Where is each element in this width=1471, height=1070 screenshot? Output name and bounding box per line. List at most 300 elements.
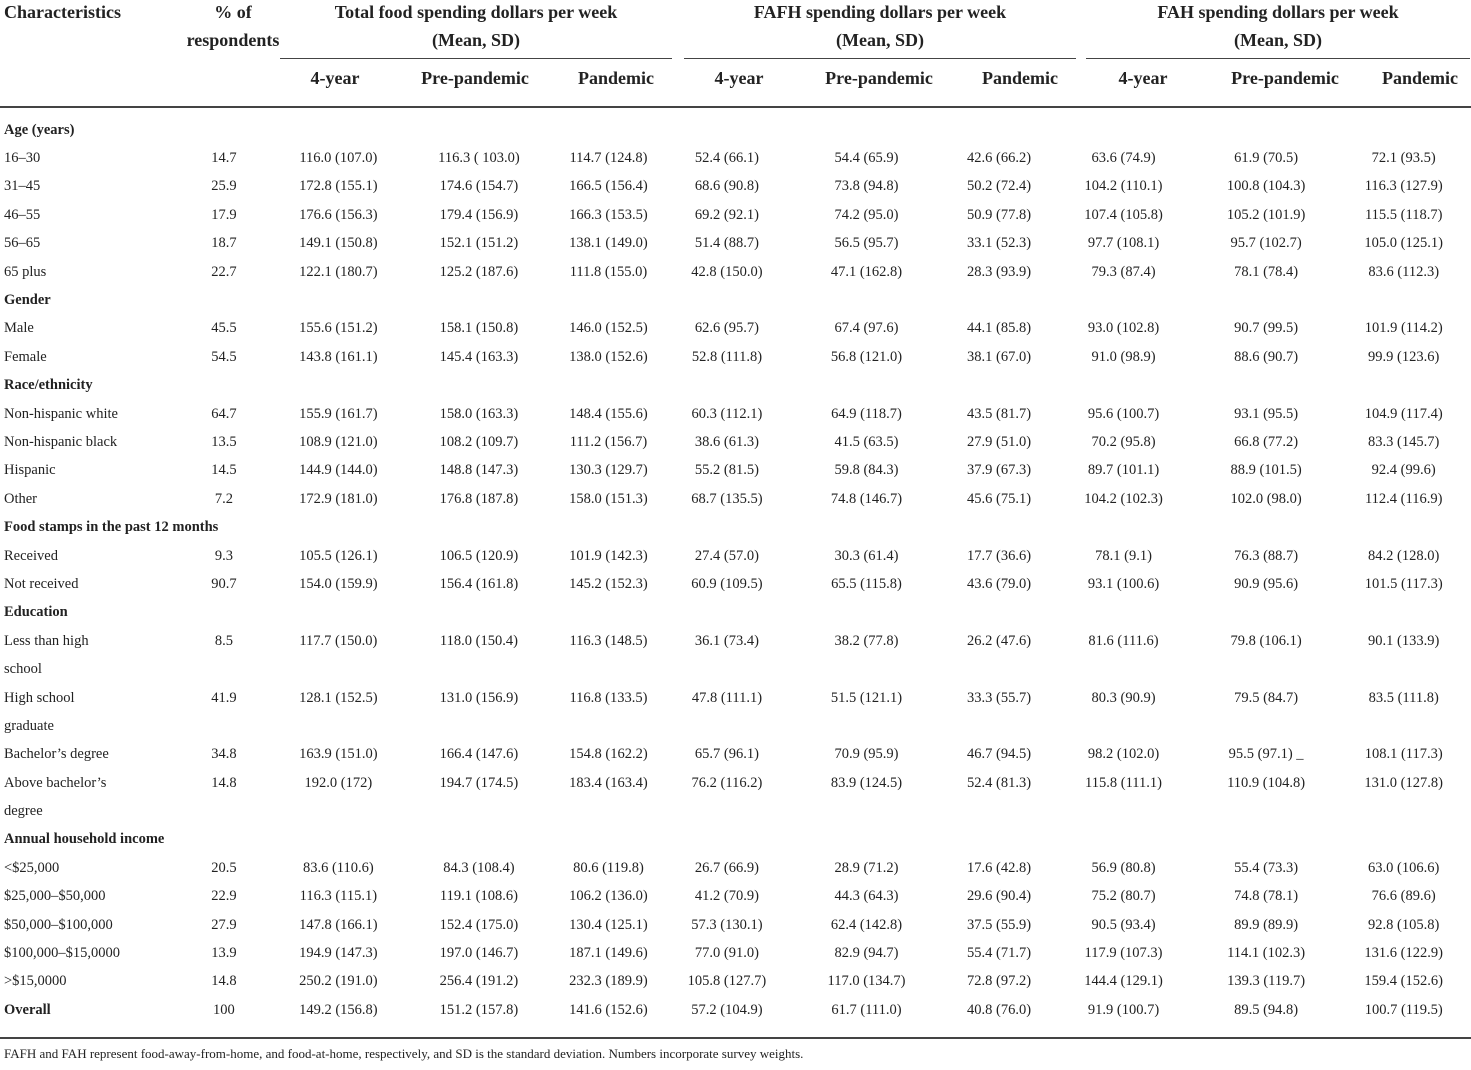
- value-cell: [406, 599, 553, 627]
- value-cell: [665, 116, 790, 144]
- respondents-cell: [177, 655, 271, 683]
- value-cell: [552, 513, 664, 541]
- value-cell: [271, 372, 406, 400]
- respondents-cell: 45.5: [211, 320, 237, 337]
- value-cell: 148.8 (147.3): [439, 462, 519, 479]
- value-cell: 28.3 (93.9): [966, 263, 1032, 280]
- value-cell: [665, 712, 790, 740]
- value-cell: 57.2 (104.9): [691, 1001, 763, 1018]
- row-label: Hispanic: [4, 462, 56, 479]
- value-cell: [944, 797, 1054, 825]
- value-cell: [271, 599, 406, 627]
- value-cell: 33.1 (52.3): [966, 235, 1032, 252]
- value-cell: [944, 513, 1054, 541]
- value-cell: 130.4 (125.1): [569, 916, 648, 933]
- row-label: $50,000–$100,000: [4, 916, 113, 933]
- value-cell: 44.1 (85.8): [966, 320, 1032, 337]
- row-label: Less than high: [4, 632, 89, 649]
- respondents-cell: [177, 826, 271, 854]
- value-cell: [789, 513, 944, 541]
- value-cell: 110.9 (104.8): [1227, 774, 1306, 791]
- table-row: [4, 343, 1468, 371]
- value-cell: [665, 286, 790, 314]
- row-label: Not received: [4, 575, 79, 592]
- value-cell: 59.8 (84.3): [834, 462, 899, 479]
- value-cell: 54.4 (65.9): [834, 150, 899, 167]
- value-cell: 81.6 (111.6): [1088, 632, 1159, 649]
- row-label: $25,000–$50,000: [4, 888, 106, 905]
- value-cell: 176.8 (187.8): [439, 490, 519, 507]
- value-cell: [789, 286, 944, 314]
- value-cell: [406, 286, 553, 314]
- value-cell: 84.2 (128.0): [1368, 547, 1440, 564]
- value-cell: 90.1 (133.9): [1368, 632, 1440, 649]
- value-cell: 38.2 (77.8): [834, 632, 899, 649]
- value-cell: 93.1 (95.5): [1234, 405, 1299, 422]
- value-cell: [665, 826, 790, 854]
- value-cell: [271, 116, 406, 144]
- value-cell: 119.1 (108.6): [439, 888, 518, 905]
- row-label: $100,000–$15,0000: [4, 945, 120, 962]
- value-cell: 84.3 (108.4): [443, 859, 515, 876]
- value-cell: 108.2 (109.7): [439, 433, 519, 450]
- value-cell: 114.7 (124.8): [569, 150, 648, 167]
- value-cell: 62.4 (142.8): [830, 916, 903, 933]
- value-cell: 158.0 (163.3): [439, 405, 519, 422]
- header-period-fah-prepandemic: Pre-pandemic: [1231, 68, 1339, 88]
- respondents-cell: 13.9: [211, 945, 237, 962]
- value-cell: 38.1 (67.0): [966, 348, 1032, 365]
- value-cell: 174.6 (154.7): [439, 178, 519, 195]
- respondents-cell: [177, 116, 271, 144]
- header-group-fafh-line1: FAFH spending dollars per week: [753, 2, 1007, 22]
- value-cell: [1193, 655, 1340, 683]
- respondents-cell: 90.7: [211, 575, 237, 592]
- row-label: Female: [4, 348, 47, 365]
- section-label: Age (years): [4, 121, 75, 138]
- value-cell: [552, 826, 664, 854]
- value-cell: 148.4 (155.6): [569, 405, 648, 422]
- respondents-cell: 100: [213, 1001, 235, 1018]
- value-cell: 60.9 (109.5): [691, 575, 763, 592]
- value-cell: [1193, 712, 1340, 740]
- value-cell: 130.3 (129.7): [569, 462, 648, 479]
- value-cell: 158.1 (150.8): [439, 320, 519, 337]
- value-cell: 76.3 (88.7): [1234, 547, 1299, 564]
- value-cell: [271, 797, 406, 825]
- value-cell: 50.9 (77.8): [966, 206, 1032, 223]
- respondents-cell: 14.5: [211, 462, 237, 479]
- value-cell: 77.0 (91.0): [694, 945, 759, 962]
- value-cell: [665, 372, 790, 400]
- value-cell: 50.2 (72.4): [966, 178, 1032, 195]
- value-cell: 83.5 (111.8): [1368, 689, 1439, 706]
- value-cell: [406, 797, 553, 825]
- value-cell: 232.3 (189.9): [569, 973, 648, 990]
- value-cell: 26.7 (66.9): [694, 859, 759, 876]
- value-cell: 38.6 (61.3): [694, 433, 759, 450]
- value-cell: 74.2 (95.0): [834, 206, 899, 223]
- value-cell: 52.8 (111.8): [691, 348, 763, 365]
- table-row: [4, 627, 1468, 655]
- value-cell: 43.5 (81.7): [966, 405, 1032, 422]
- value-cell: [552, 797, 664, 825]
- value-cell: 99.9 (123.6): [1368, 348, 1440, 365]
- respondents-cell: 14.7: [211, 150, 237, 167]
- row-label: graduate: [4, 717, 54, 734]
- value-cell: 17.7 (36.6): [966, 547, 1032, 564]
- value-cell: [1054, 372, 1193, 400]
- value-cell: 116.8 (133.5): [569, 689, 648, 706]
- value-cell: 152.1 (151.2): [439, 235, 519, 252]
- value-cell: 154.8 (162.2): [569, 746, 648, 763]
- value-cell: [271, 712, 406, 740]
- table-row: [4, 173, 1468, 201]
- value-cell: 83.6 (110.6): [302, 859, 374, 876]
- table-row: [4, 542, 1468, 570]
- respondents-cell: 8.5: [214, 632, 233, 649]
- value-cell: 122.1 (180.7): [299, 263, 378, 280]
- table-row: [4, 939, 1468, 967]
- value-cell: 91.0 (98.9): [1091, 348, 1156, 365]
- value-cell: [944, 712, 1054, 740]
- value-cell: [789, 712, 944, 740]
- header-period-total-prepandemic: Pre-pandemic: [421, 68, 529, 88]
- value-cell: 70.9 (95.9): [834, 746, 899, 763]
- value-cell: 107.4 (105.8): [1084, 206, 1163, 223]
- table-row: [4, 230, 1468, 258]
- value-cell: [552, 655, 664, 683]
- value-cell: 154.0 (159.9): [299, 575, 378, 592]
- value-cell: 111.8 (155.0): [569, 263, 648, 280]
- row-label: school: [4, 661, 42, 678]
- value-cell: [1054, 655, 1193, 683]
- value-cell: [1054, 797, 1193, 825]
- header-period-fafh-prepandemic: Pre-pandemic: [825, 68, 933, 88]
- value-cell: [1339, 116, 1468, 144]
- value-cell: [406, 513, 553, 541]
- value-cell: 114.1 (102.3): [1227, 945, 1306, 962]
- header-period-fah-4year: 4-year: [1118, 68, 1168, 88]
- row-label: Non-hispanic white: [4, 405, 118, 422]
- value-cell: [1054, 712, 1193, 740]
- row-label: Other: [4, 490, 38, 507]
- header-group-fafh-line2: (Mean, SD): [836, 30, 924, 50]
- row-label: High school: [4, 689, 75, 706]
- value-cell: 125.2 (187.6): [439, 263, 519, 280]
- row-label: degree: [4, 803, 43, 820]
- value-cell: 61.7 (111.0): [831, 1001, 902, 1018]
- value-cell: 64.9 (118.7): [831, 405, 902, 422]
- table-row: [4, 144, 1468, 172]
- value-cell: 101.5 (117.3): [1364, 575, 1443, 592]
- value-cell: 116.0 (107.0): [299, 150, 378, 167]
- value-cell: 68.6 (90.8): [694, 178, 759, 195]
- value-cell: 146.0 (152.5): [569, 320, 648, 337]
- value-cell: 256.4 (191.2): [439, 973, 519, 990]
- value-cell: 27.4 (57.0): [694, 547, 759, 564]
- value-cell: [1339, 655, 1468, 683]
- value-cell: 192.0 (172): [304, 774, 373, 791]
- value-cell: 80.6 (119.8): [573, 859, 644, 876]
- value-cell: 44.3 (64.3): [834, 888, 899, 905]
- value-cell: 144.4 (129.1): [1084, 973, 1163, 990]
- value-cell: [271, 513, 406, 541]
- value-cell: 55.4 (73.3): [1234, 859, 1299, 876]
- header-respondents-line2: respondents: [186, 30, 280, 50]
- value-cell: 116.3 ( 103.0): [438, 150, 520, 167]
- value-cell: [1193, 372, 1340, 400]
- respondents-cell: 14.8: [211, 973, 237, 990]
- respondents-cell: 14.8: [211, 774, 237, 791]
- value-cell: 51.4 (88.7): [694, 235, 759, 252]
- value-cell: 47.1 (162.8): [830, 263, 903, 280]
- value-cell: [406, 712, 553, 740]
- value-cell: [406, 116, 553, 144]
- value-cell: 74.8 (78.1): [1234, 888, 1299, 905]
- row-label: Non-hispanic black: [4, 433, 118, 450]
- value-cell: 72.1 (93.5): [1371, 150, 1436, 167]
- respondents-cell: [177, 372, 271, 400]
- value-cell: 52.4 (66.1): [694, 150, 759, 167]
- row-label: Received: [4, 547, 58, 564]
- value-cell: [944, 116, 1054, 144]
- value-cell: [944, 655, 1054, 683]
- value-cell: 56.9 (80.8): [1091, 859, 1156, 876]
- value-cell: 90.5 (93.4): [1091, 916, 1156, 933]
- value-cell: [789, 599, 944, 627]
- value-cell: [552, 712, 664, 740]
- value-cell: 131.0 (127.8): [1364, 774, 1443, 791]
- value-cell: 100.8 (104.3): [1226, 178, 1306, 195]
- value-cell: [271, 826, 406, 854]
- value-cell: 40.8 (76.0): [966, 1001, 1032, 1018]
- value-cell: 155.6 (151.2): [299, 320, 378, 337]
- value-cell: 26.2 (47.6): [966, 632, 1032, 649]
- respondents-cell: 9.3: [214, 547, 233, 564]
- value-cell: 68.7 (135.5): [691, 490, 763, 507]
- section-label: Gender: [4, 292, 51, 309]
- respondents-cell: 22.9: [211, 888, 237, 905]
- value-cell: 33.3 (55.7): [966, 689, 1032, 706]
- value-cell: 156.4 (161.8): [439, 575, 519, 592]
- group-underline-fah: [1086, 58, 1470, 59]
- value-cell: 197.0 (146.7): [439, 945, 519, 962]
- value-cell: 30.3 (61.4): [834, 547, 899, 564]
- value-cell: 106.2 (136.0): [569, 888, 648, 905]
- row-label: Overall: [4, 1001, 51, 1018]
- value-cell: 100.7 (119.5): [1364, 1001, 1443, 1018]
- row-label: 16–30: [4, 150, 41, 167]
- label-continuation-row: [4, 655, 1468, 683]
- value-cell: [789, 372, 944, 400]
- value-cell: [1054, 599, 1193, 627]
- value-cell: 90.9 (95.6): [1234, 575, 1299, 592]
- value-cell: 145.4 (163.3): [439, 348, 519, 365]
- value-cell: 115.8 (111.1): [1085, 774, 1162, 791]
- value-cell: 116.3 (115.1): [299, 888, 378, 905]
- value-cell: [789, 826, 944, 854]
- respondents-cell: [177, 599, 271, 627]
- value-cell: 101.9 (142.3): [569, 547, 648, 564]
- value-cell: [1339, 372, 1468, 400]
- value-cell: [1193, 116, 1340, 144]
- value-cell: 45.6 (75.1): [966, 490, 1032, 507]
- value-cell: [1054, 513, 1193, 541]
- value-cell: 41.5 (63.5): [834, 433, 899, 450]
- value-cell: [1054, 826, 1193, 854]
- value-cell: 83.6 (112.3): [1368, 263, 1440, 280]
- value-cell: 118.0 (150.4): [439, 632, 518, 649]
- value-cell: [665, 599, 790, 627]
- row-label: 46–55: [4, 206, 41, 223]
- value-cell: 105.8 (127.7): [687, 973, 767, 990]
- value-cell: 82.9 (94.7): [834, 945, 899, 962]
- value-cell: 41.2 (70.9): [694, 888, 759, 905]
- value-cell: 17.6 (42.8): [966, 859, 1032, 876]
- value-cell: 67.4 (97.6): [834, 320, 899, 337]
- value-cell: 91.9 (100.7): [1087, 1001, 1160, 1018]
- section-row: [4, 286, 1468, 314]
- value-cell: 194.7 (174.5): [439, 774, 519, 791]
- value-cell: [1339, 826, 1468, 854]
- value-cell: 73.8 (94.8): [834, 178, 899, 195]
- table-row: [4, 911, 1468, 939]
- row-label: Bachelor’s degree: [4, 746, 109, 763]
- value-cell: 128.1 (152.5): [299, 689, 378, 706]
- value-cell: [665, 655, 790, 683]
- header-characteristics: Characteristics: [4, 2, 121, 22]
- value-cell: 92.8 (105.8): [1368, 916, 1440, 933]
- value-cell: 95.5 (97.1) _: [1228, 746, 1304, 763]
- value-cell: 60.3 (112.1): [691, 405, 763, 422]
- value-cell: 79.8 (106.1): [1230, 632, 1302, 649]
- value-cell: 155.9 (161.7): [299, 405, 378, 422]
- value-cell: 131.0 (156.9): [439, 689, 519, 706]
- value-cell: [665, 513, 790, 541]
- value-cell: 158.0 (151.3): [569, 490, 648, 507]
- value-cell: 70.2 (95.8): [1091, 433, 1156, 450]
- table-row: [4, 400, 1468, 428]
- value-cell: 63.6 (74.9): [1091, 150, 1156, 167]
- value-cell: 117.7 (150.0): [299, 632, 378, 649]
- respondents-cell: [177, 712, 271, 740]
- respondents-cell: 20.5: [211, 859, 237, 876]
- value-cell: 61.9 (70.5): [1234, 150, 1299, 167]
- value-cell: 74.8 (146.7): [830, 490, 903, 507]
- value-cell: 95.7 (102.7): [1230, 235, 1302, 252]
- value-cell: [789, 655, 944, 683]
- value-cell: 108.9 (121.0): [299, 433, 378, 450]
- value-cell: [789, 116, 944, 144]
- value-cell: 98.2 (102.0): [1087, 746, 1160, 763]
- value-cell: 105.5 (126.1): [299, 547, 378, 564]
- value-cell: 104.2 (110.1): [1084, 178, 1163, 195]
- table-row: [4, 854, 1468, 882]
- value-cell: [1339, 599, 1468, 627]
- value-cell: [944, 286, 1054, 314]
- value-cell: 187.1 (149.6): [569, 945, 648, 962]
- respondents-cell: 54.5: [211, 348, 237, 365]
- value-cell: [552, 116, 664, 144]
- section-row: [4, 372, 1468, 400]
- header-group-total-line2: (Mean, SD): [432, 30, 520, 50]
- row-label: 56–65: [4, 235, 41, 252]
- value-cell: 83.3 (145.7): [1368, 433, 1440, 450]
- respondents-cell: 17.9: [211, 206, 237, 223]
- section-row: [4, 826, 1468, 854]
- value-cell: 83.9 (124.5): [830, 774, 903, 791]
- value-cell: 250.2 (191.0): [299, 973, 378, 990]
- value-cell: 78.1 (78.4): [1234, 263, 1299, 280]
- value-cell: [1339, 712, 1468, 740]
- value-cell: 78.1 (9.1): [1095, 547, 1152, 564]
- value-cell: 76.2 (116.2): [691, 774, 763, 791]
- section-label: Annual household income: [4, 831, 165, 848]
- label-continuation-row: [4, 797, 1468, 825]
- value-cell: 116.3 (127.9): [1364, 178, 1443, 195]
- respondents-cell: 64.7: [211, 405, 237, 422]
- value-cell: 138.1 (149.0): [569, 235, 648, 252]
- table-bottom-rule: [0, 1037, 1471, 1039]
- row-label: 31–45: [4, 178, 41, 195]
- value-cell: 51.5 (121.1): [830, 689, 903, 706]
- value-cell: 28.9 (71.2): [834, 859, 899, 876]
- value-cell: 117.0 (134.7): [827, 973, 906, 990]
- value-cell: 166.4 (147.6): [439, 746, 519, 763]
- value-cell: 93.0 (102.8): [1087, 320, 1160, 337]
- value-cell: 172.8 (155.1): [299, 178, 378, 195]
- value-cell: [1193, 513, 1340, 541]
- table-footnote: FAFH and FAH represent food-away-from-home, and food-at-home, respectively, and SD is the standard deviation. Numbers incorporate survey weights.: [4, 1046, 804, 1061]
- section-label: Food stamps in the past 12 months: [4, 519, 219, 536]
- row-label: >$15,0000: [4, 973, 67, 990]
- row-label: 65 plus: [4, 263, 47, 280]
- value-cell: 144.9 (144.0): [299, 462, 378, 479]
- respondents-cell: 18.7: [211, 235, 237, 252]
- header-group-total-line1: Total food spending dollars per week: [334, 2, 618, 22]
- value-cell: 141.6 (152.6): [569, 1001, 648, 1018]
- value-cell: [406, 655, 553, 683]
- value-cell: 89.9 (89.9): [1234, 916, 1299, 933]
- value-cell: 88.6 (90.7): [1234, 348, 1299, 365]
- value-cell: [271, 655, 406, 683]
- value-cell: 55.4 (71.7): [966, 945, 1032, 962]
- header-period-total-pandemic: Pandemic: [578, 68, 654, 88]
- value-cell: 166.3 (153.5): [569, 206, 648, 223]
- table-row: [4, 258, 1468, 286]
- value-cell: 65.5 (115.8): [831, 575, 902, 592]
- value-cell: 194.9 (147.3): [299, 945, 378, 962]
- value-cell: [552, 372, 664, 400]
- value-cell: 29.6 (90.4): [966, 888, 1032, 905]
- value-cell: 80.3 (90.9): [1091, 689, 1156, 706]
- value-cell: 79.5 (84.7): [1234, 689, 1299, 706]
- value-cell: 88.9 (101.5): [1230, 462, 1302, 479]
- value-cell: 159.4 (152.6): [1364, 973, 1443, 990]
- value-cell: 37.9 (67.3): [966, 462, 1032, 479]
- value-cell: [552, 286, 664, 314]
- group-underline-total: [280, 58, 672, 59]
- section-label: Race/ethnicity: [4, 377, 93, 394]
- value-cell: 163.9 (151.0): [299, 746, 378, 763]
- value-cell: [552, 599, 664, 627]
- value-cell: 117.9 (107.3): [1084, 945, 1163, 962]
- value-cell: 112.4 (116.9): [1364, 490, 1443, 507]
- header-period-total-4year: 4-year: [310, 68, 360, 88]
- respondents-cell: 27.9: [211, 916, 237, 933]
- value-cell: 111.2 (156.7): [569, 433, 648, 450]
